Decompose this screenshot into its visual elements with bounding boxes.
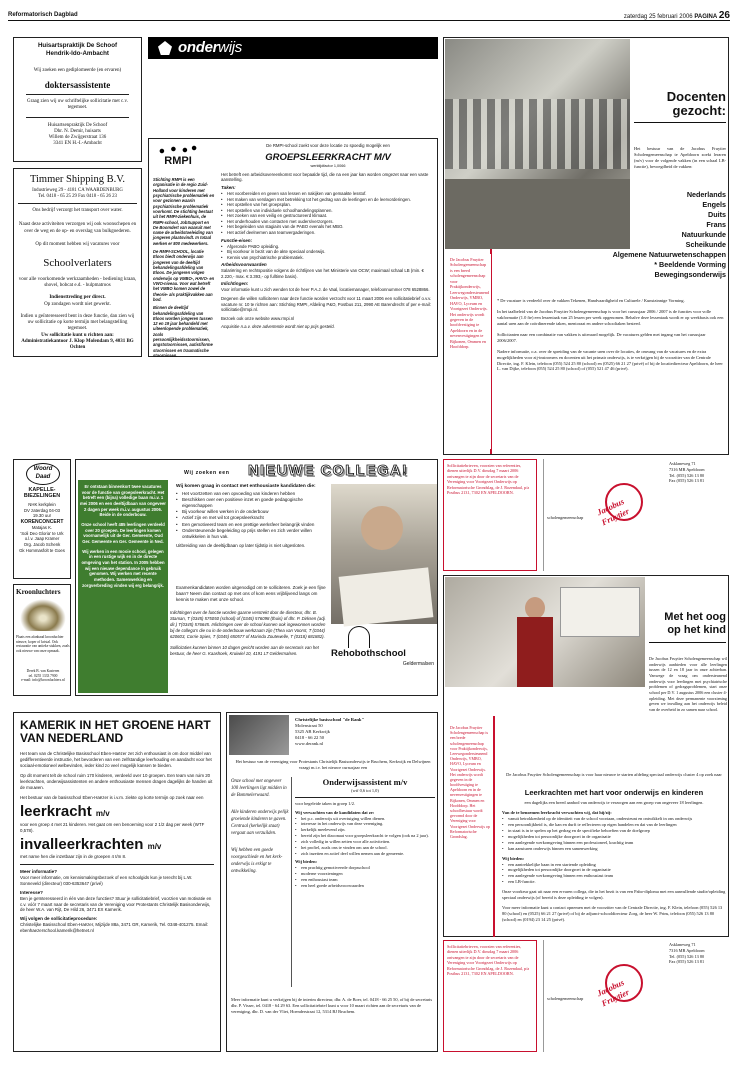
ad-kamerik: KAMERIK IN HET GROENE HART VAN NEDERLAND Het team van de Christelijke Basisschool Eben-Haëzer zet zich enthousiast in om door middel van gedifferentieerde instructie, het bevorderen van een zelfstandige leerhouding en aandacht voor het sociaal-emotioneel welbevinden, ieder kind zo veel mogelijk kansen te bieden. Op dit moment telt de school ruim 170 kinderen, verdeeld over 10 groepen. Een team van ruim 20 leerkrachten, onderwijsassistenten en andere enthousiaste mensen dragen dagelijks de handen uit de mouwen. Het bestuur van de basisschool Eben-Haëzer is i.v.m. ziekte op korte termijn op zoek naar een leerkracht m/v voor een groep 4 met 21 kinderen. Het gaat om een benoeming voor 2 1/2 dag per week (WTF 0,578). invalleerkrachten m/v met name hen die inzetbaar zijn in de groepen 4 t/m 8. Meer informatie? Voor meer informatie, om kennismakingsbezoek of een schoolgids kun je terecht bij L.W. Sonneveld (directeur) 030-6353647 (privé) Interesse? Ben je geïnteresseerd in één van deze functies? Stuur je sollicitatiebrief, voorzien van motivatie en c.v. vóór 7 maart naar de secretaris van de Vereniging voor Protestants Christelijk Basisonderwijs, de heer W.A. van Rijt, De Hild 26, 3471 EX Kamerik. Wij volgen de sollicitatieprocedure: Christelijke Basisschool Eben-Haëzer, Mijzijde 88a, 3471 GR, Kamerik, Tel. 0348-401275. Email: ebenhaezerschool.kamerik@hetnet.nl bbox=[13, 712, 221, 1052]
chandelier-photo bbox=[20, 599, 66, 631]
list-item: • een prachtig gemotiveerde dorpsschool bbox=[295, 865, 435, 871]
task-item: • Het voorbereiden en geven van lessen en nakijken van gemaakte lesstof. bbox=[221, 191, 435, 197]
ad-address-2: Dhr. N. Demir, huisarts bbox=[54, 128, 101, 134]
ad-role: doktersassistente bbox=[44, 79, 111, 90]
concert-location: KAPELLE- BIEZELINGEN bbox=[23, 487, 61, 499]
child-head bbox=[361, 506, 403, 550]
subject-item: Nederlands bbox=[686, 190, 726, 199]
ad-role: GROEPSLEERKRACHT M/V bbox=[265, 151, 391, 163]
ad-phone: Tel. 0418 - 65 25 29 Fax 0418 - 65 26 23 bbox=[38, 194, 117, 200]
contact-address: Asklaneweg 71 7316 MB Apeldoorn Tel. (055) 526 13 80 Fax (055) 526 13 81 bbox=[669, 942, 705, 965]
list-item: • bereid zijn het diaconaat voor groepsleerkracht te volgen (ook na 2 jaar). bbox=[295, 833, 435, 839]
header-rule bbox=[8, 20, 730, 21]
ad-timmer-shipping bbox=[13, 168, 142, 357]
ad-title: Met het oog op het kind bbox=[664, 611, 726, 636]
ad-role: leerkracht m/v bbox=[20, 802, 110, 820]
onderwijs-banner bbox=[148, 37, 438, 59]
expectations-list bbox=[295, 816, 435, 857]
divider bbox=[18, 203, 137, 204]
jacobus-fruytier-logo: Jacobus Fruytier bbox=[603, 960, 649, 1020]
child-with-book-photo bbox=[331, 484, 437, 624]
apply-deadline: Sollicitatiebrieven, voorzien van referenties, dienen uiterlijk D.V. dinsdag 7 maart 2006 ontvangen te zijn door de secretaris van de Vereniging voor Voortgezet Onderwijs op Reformatorische Grondslag, de J. Rozendaal, p/a Postbus 2131, 7302 EN APELDOORN. bbox=[443, 459, 537, 571]
ad-text: Plaats een afanbaad kroonluchter nieuwe, koper of kristal. Ook restauratie van antieke stukken, zoals ook nieuwe van onze opmaak. bbox=[16, 635, 70, 654]
school-address: Christelijke basisschool "de Rank" Molenstraat 50 5325 AB Kerkwijk 0418 - 66 22 50 www.derank.nl bbox=[295, 717, 365, 746]
list-item: • Ondersteunende begeleiding op prijs stellen en zich verder willen ontwikkelen in hun vak. bbox=[176, 528, 331, 540]
ad-jacobus-fruytier-contact-2 bbox=[443, 940, 729, 1052]
rmpi-sidebar: Stichting RMPI is een organisatie in de regio Zuid-Holland voor kinderen met psychiatrische problematiek en voor gezinnen waarin psychiatrische problematiek voorkomt. De stichting bestaat uit het RMPI-ziekenhuis, de RMPI-school, JobSupport en De Boomdert van waaruit met name de arbeidstoeleiding van jongeren plaatsvindt. In totaal werken er 800 medewerkers. De RMPI-SCHOOL, locatie Eloos biedt onderwijs aan jongeren van de deeltijd behandelingsafdeling van Eloos. De jongeren volgen onderwijs op VMBO-, HAVO- en VWO-niveau. Voor wat betreft het VMBO komen zowel de theorie- als praktijkvakken aan bod. Binnen de deeltijd behandelingsafdeling van Eloos worden jongeren tussen 12 en 19 jaar behandeld met uiteenlopende problematiek, zoals persoonlijkheidsstoornissen, angststoornissen, autistiforme stoornissen en traumatische stoornissen. bbox=[153, 177, 215, 358]
school-logo-photo bbox=[229, 715, 289, 755]
subject-item: * Beeldende Vorming bbox=[654, 259, 726, 269]
list-item: • een aanlegende werkomgeving binnen een enthousiast team bbox=[502, 873, 726, 879]
ad-body: Onderwijsassistent m/v (wtf 0,6 tot 1,0) voor begeleide taken in groep 1/2. Wij verwachten van de kandidaten dat ze: • het p.c. onderwijs uit overtuiging willen dienen. • interesse in het onderwijs van deze vereniging. • kerkelijk meelevend zijn. • bereid zijn het diaconaat voor groepsleerkracht te volgen (ook na 2 jaar). • zich volledig in willen zetten voor alle activiteiten. • het profiel, zoals ons te vinden om aan de school. • zich inzetten en actief deel willen nemen aan de gemeente. Wij bieden: • een prachtig gemotiveerde dorpsschool • moderne voorzieningen • een enthousiast team • een heel goede arbeidsvoorwaarden bbox=[295, 777, 435, 888]
header-page-label: PAGINA bbox=[694, 14, 718, 20]
list-item: • zich inzetten en actief deel willen nemen aan de gemeente. bbox=[295, 851, 435, 857]
list-item: • mogelijkheden tot persoonlijke doorgroei in de organisatie bbox=[502, 867, 726, 873]
concert-details: NHK kerkplein DV zaterdag 04-03 19.30 uur KORENCONCERT Matajas K. 'Soli Deo Gloria' te Urk o.l.v. Jaap Kramer Org. Jacob Schenk Gk Hommasfolt te Goes bbox=[19, 502, 65, 553]
ad-footer: Meer informatie kunt u verkrijgen bij de interim directeur, dhr. A. de Boer, tel. 0418 - 66 25 50, of bij de secretaris dhr. P. Visser, tel. 0418 - 64 29 63. Een sollicitatiebrief kunt u voor 10 maart richten aan de secretaris van de vereniging, dhr. D. van der Vliet, Hoenderstraat 12, 5314 BJ Bruchem. bbox=[231, 997, 433, 1014]
ad-kroonluchters bbox=[13, 584, 71, 696]
ad-text: Op dit moment hebben wij vacatures voor bbox=[35, 241, 120, 247]
ad-title: Docenten gezocht: bbox=[666, 89, 726, 119]
ad-address-3: Willem de Zwijgerstraat 136 bbox=[48, 135, 107, 140]
requirement-item: • Afgeronde PABO opleiding. bbox=[221, 244, 435, 250]
ad-intro: Het bestuur van de Jacobus Fruytier Scholengemeenschap te Apeldoorn zoekt leraren (m/v) voor de volgende vakken (in een schaal LB-functie), bevoegdheid de vakken: bbox=[634, 146, 726, 169]
rmpi-main: De RMPI-school zoekt voor deze locatie zo spoedig mogelijk een GROEPSLEERKRACHT M/V werktijdfactor 1,0066 Het betreft een arbeidsovereenkomst voor bepaalde tijd, die na een jaar kan worden omgezet naar een vaste aanstelling. Taken: • Het voorbereiden en geven van lessen en nakijken van gemaakte lesstof. • Het maken van verslagen met betrekking tot het gedrag van de leerlingen en de leervorderingen. • Het opstellen van het groepsplan. • Het opstellen van individuele schoolhandelingsplannen. • Het zoeken van een veilig en gestructureerd klimaat. • Het onderhouden van contacten met ouders/verzorgers. • Het begeleiden van stagiairs van de PABO evenals het MBO. • Het actief deelnemen aan teamvergaderingen. Functie-eisen: • Afgeronde PABO opleiding. • Bij voorkeur in bezit van de akte speciaal onderwijs. • Kennis van psychiatrische problematiek. Arbeidsvoorwaarden Salariëring en rechtspositie volgens de richtlijnen van het Ministerie van OCW; maximaal schaal LB (min. € 2.220,- max. € 3.393,- op fulltime basis). Inlichtingen: Voor informatie kunt u zich wenden tot de heer P.A.J. de Vaal, locatiemanager, telefoonnummer 078 6528866. Degenen die willen solliciteren naar deze functie worden verzocht voor 11 maart 2006 een sollicitatiebrief o.v.v. vacature nr. 10 te richten aan: Stichting RMPI, Afdeling P&O, Postbus 211, 2990 AE Barendrecht of per e-mail: sollicitatie@rmpi.nl. Bezoek ook onze website www.rmpi.nl Acquisitie n.a.v. deze advertentie wordt niet op prijs gesteld. bbox=[221, 143, 435, 355]
ad-requirements: voor alle voorkomende werkzaamheden - bediening kraan, shovel, bobcat e.d. - hulpmatroos bbox=[18, 276, 137, 289]
ad-intro: De Jacobus Fruytier Scholengemeenschap wil onderwijs aanbieden voor alle leerlingen tussen de 12 en 18 jaar in onze achterban. Vanwege de vraag om ondersteunend onderwijs voor leerlingen met psychiatrische problemen of gedragsproblemen, start onze school per D.V. 1 augustus 2006 een cluster 4-opleiding. Met deze permanente voorziening geven we invulling aan het onderwijs beleid van de overheid in zo samen naar school. bbox=[649, 656, 727, 713]
teacher-photo bbox=[445, 577, 645, 687]
ad-intro: Het bestuur van de vereniging voor Protestants Christelijk Basisonderwijs te Bruchem, Kerkwijk en Delwijnen vraagt m.i.v. het nieuwe cursusjaar een bbox=[235, 759, 431, 770]
list-item: • een enthousiast team bbox=[295, 877, 435, 883]
ad-start-2: Op zondagen wordt niet gewerkt. bbox=[44, 301, 111, 307]
ad-apply: Indien u geïnteresseerd bent in deze functie, dan zien wij uw sollicitatie op korte termijn met belangstelling tegemoet. bbox=[20, 313, 135, 332]
ad-apply: Graag zien wij uw schriftelijke sollicitatie met c.v. tegemoet. bbox=[27, 99, 128, 111]
list-item: • Actief zijn en met wil tot groepsleerkracht bbox=[176, 515, 331, 521]
list-item: • het profiel, zoals ons te vinden om aan de school. bbox=[295, 845, 435, 851]
vacancy-body: Wij komen graag in contact met enthousiaste kandidaten die: • Het voortzetten van een opvoeding van kinderen hebben • Beschikken over een positieve inzet en goede pedagogische eigenschappen • Bij voorkeur willen werken in de onderbouw • Actief zijn en met wil tot groepsleerkracht • Een gemotiveerd team en een prettige werksfeer belangrijk vinden • Ondersteunende begeleiding op prijs stellen en zich verder willen ontwikkelen in hun vak. Uitbreiding van de deeltijdbaan op later tijdstip is niet uitgesloten. bbox=[176, 484, 331, 549]
ad-title: Kroonluchters bbox=[16, 588, 61, 596]
vacancy-sidebar: Er ontstaan binnenkort twee vacatures voor de functie van groepsleerkracht. Het betreft een (bijna) volledige baan m.i.v. 1 mei 2006 en een deeltijdbaan van ongeveer 2 dagen per week m.i.v. augustus 2006. Beide in de onderbouw. Onze school heeft 485 leerlingen verdeeld over 20 groepen. De leerlingen komen voornamelijk uit de Ger. Gemeente, Oud Ger. Gemeente en Ger. Gemeente in Ned. Wij werken in een mooie school, gelegen in een rustige wijk en in de directe omgeving van het station. In 2005 hebben wij een nieuwe dependance in gebruik genomen. Wij werken met recente methoden. Samenwerking en zorgverbreding vinden wij erg belangrijk. bbox=[80, 484, 166, 588]
subject-item: Bewegingsonderwijs bbox=[654, 269, 726, 279]
school-description: De Jacobus Fruytier Scholengemeenschap is een brede scholengemeenschap voor Praktijkonderwijs, Leerwegondersteunend Onderwijs, VMBO, HAVO, Lyceum en Voortgezet Onderwijs. Het onderwijs wordt gegeven in de hoofdvestiging te Apeldoorn en in de nevenvestigingen te Bijkonen, Ommen en Hoofddorp. Het schoolbestuur wordt gevormd door de Vereniging voor Voortgezet Onderwijs op Reformatorische Grondslag. bbox=[447, 722, 493, 934]
subject-item: Algemene Natuurwetenschappen bbox=[612, 249, 726, 259]
list-item: • vanuit betrokkenheid op de identiteit van de school voortaan, ondersteunt en ontwikkelt in ons onderwijs bbox=[502, 816, 726, 822]
list-item: • kan aansturen onderwijs binnen een samenwerking bbox=[502, 846, 726, 852]
list-item: • Het voortzetten van een opvoeding van kinderen hebben bbox=[176, 491, 331, 497]
vacancy-info: Inlichtingen over de functie worden gaarne verstrekt door de directeur, dhr. B. Staman, T (0345) 575050 (school) of (0345) 576098 (thuis) of dhr. P. Dirksen (adj. dir.) T(0345) 576645. Inlichtingen over de school kunnen ook ingewonnen worden bij de collega's die nu in de onderbouw werkzaam zijn (Thea van Voorst, T (0344) 620603, Corrie Spies, T (0345) 650577 of Marinda Zoutewelle, T (0318) 681882). Sollicitaties kunnen binnen 10 dagen gericht worden aan de secretaris van het bestuur, de heer G. Kaashoek, Kruiwiel 10, 4191 LT Geldermalsen. bbox=[170, 610, 326, 656]
task-item: • Het maken van verslagen met betrekking tot het gedrag van de leerlingen en de leervorderingen. bbox=[221, 197, 435, 203]
task-item: • Het opstellen van het groepsplan. bbox=[221, 202, 435, 208]
tasks-list bbox=[221, 191, 435, 236]
ad-docenten-gezocht bbox=[443, 37, 729, 455]
ad-address-4: 3341 EN H.-I.-Ambacht bbox=[53, 141, 102, 147]
list-item: • Bij voorkeur willen werken in de onderbouw bbox=[176, 509, 331, 515]
task-item: • Het opstellen van individuele schoolhandelingsplannen. bbox=[221, 208, 435, 214]
rmpi-figures-icon bbox=[155, 145, 201, 155]
task-item: • Het actief deelnemen aan teamvergaderingen. bbox=[221, 230, 435, 236]
divider bbox=[26, 117, 129, 118]
ad-de-rank bbox=[226, 712, 438, 1052]
ad-start: Indiensttreding per direct. bbox=[49, 295, 106, 301]
rmpi-logo: RMPI bbox=[153, 145, 203, 171]
ad-base: De Jacobus Fruytier Scholengemeenschap is voor haar nieuwe te starten afdeling speciaal onderwijs cluster 4 op zoek naar bbox=[506, 772, 722, 777]
ad-apply-address: Uw sollicitatie kunt u richten aan: Administratiekantoor J. Klop Molendam 9, 4031 BG Ochten bbox=[21, 332, 134, 351]
list-item: • Een gemotiveerd team en een prettige werksfeer belangrijk vinden bbox=[176, 522, 331, 528]
contact: Derek B. van Kasteren tel. 0255 1333 7900 e-mail: info@kroonluchters.nl bbox=[21, 669, 65, 683]
ad-role: Schoolverlaters bbox=[43, 257, 112, 270]
subject-item: Duits bbox=[708, 209, 726, 219]
subject-item: Natuurkunde bbox=[681, 229, 726, 239]
ad-role: Leerkrachten met hart voor onderwijs en kinderen bbox=[524, 788, 704, 797]
list-item: • interesse in het onderwijs van deze vereniging. bbox=[295, 821, 435, 827]
ad-woord-en-daad bbox=[13, 459, 71, 579]
task-item: • Het zoeken van een veilig en gestructureerd klimaat. bbox=[221, 213, 435, 219]
school-description: De Jacobus Fruytier Scholengemeenschap is een breed scholengemeenschap voor Praktijkonderwijs, Leerwegondersteunend Onderwijs, VMBO, HAVO, Lyceum en Voortgezet Onderwijs. Het onderwijs wordt gegeven in de hoofdvestiging te Apeldoorn en in de nevenvestigingen te Bijkonen, Ommen en Hoofddorp. bbox=[447, 254, 491, 449]
ad-text: Ons bedrijf verzorgt het transport over water. bbox=[32, 208, 123, 214]
candidate-list bbox=[176, 491, 331, 541]
ad-text: Naast deze activiteiten verzorgen wij ook woonschepen en over de weg en de op- en overslag van bulkgoederen. bbox=[18, 222, 137, 234]
subject-item: Frans bbox=[706, 219, 726, 229]
school-name: Rehobothschool bbox=[331, 648, 406, 659]
requirements-list bbox=[221, 244, 435, 261]
school-emblem-icon bbox=[348, 626, 370, 648]
list-item: • een aantrekkelijke baan in een startende opleiding bbox=[502, 862, 726, 868]
logo-caption: scholengemeenschap bbox=[547, 996, 584, 1001]
list-item: • een LB-functie. bbox=[502, 879, 726, 885]
vacancy-contact: Examenkandidaten worden uitgenodigd om te solliciteren. Zoek je een fijne baan? Neem dan contact op met ons of kom eens vrijblijvend langs om kennis te maken met onze school. bbox=[176, 585, 326, 603]
list-item: • een persoonlijkheid is, die kan en durft te reflecteren op eigen handelen en dat van de leerlingen bbox=[502, 822, 726, 828]
woord-daad-logo: Woord Daad bbox=[26, 463, 60, 485]
list-item: • mogelijkheden tot persoonlijke doorgroei in de organisatie bbox=[502, 834, 726, 840]
requirement-item: • Kennis van psychiatrische problematiek. bbox=[221, 255, 435, 261]
list-item: • moderne voorzieningen bbox=[295, 871, 435, 877]
ad-jacobus-fruytier-contact bbox=[443, 459, 729, 571]
ad-title: KAMERIK IN HET GROENE HART VAN NEDERLAND bbox=[20, 718, 211, 746]
contact-address: Asklaneweg 71 7316 MB Apeldoorn Tel. (055) 526 13 80 Fax (055) 526 13 81 bbox=[669, 461, 705, 484]
ad-de-schoof bbox=[13, 37, 142, 162]
ad-address: Industrieweg 29 - 4181 CA WAARDENBURG bbox=[32, 188, 123, 194]
ad-title: NIEUWE COLLEGA! bbox=[248, 463, 409, 479]
ad-rehobothschool bbox=[75, 459, 438, 696]
ad-title: Timmer Shipping B.V. bbox=[29, 174, 126, 185]
list-item: • kerkelijk meelevend zijn. bbox=[295, 827, 435, 833]
jacobus-fruytier-logo: Jacobus Fruytier bbox=[603, 479, 649, 539]
ad-rmpi bbox=[148, 138, 438, 357]
subject-item: Engels bbox=[702, 199, 726, 209]
list-item: • Beschikken over een positieve inzet en goede pedagogische eigenschappen bbox=[176, 497, 331, 509]
list-item: • een aanlegende werkomgeving binnen een professioneel, krachtig team bbox=[502, 840, 726, 846]
ad-role-2: invalleerkrachten m/v bbox=[20, 835, 162, 853]
ad-subtitle: Hendrik-Ido-Ambacht bbox=[46, 49, 109, 57]
task-item: • Het onderhouden van contacten met ouders/verzorgers. bbox=[221, 219, 435, 225]
ad-sub: een dagelijks een breed aanbod van onderwijs te verzorgen aan een groep van ongeveer 18 leerlingen. bbox=[524, 800, 704, 805]
expectations-list bbox=[502, 816, 726, 852]
ad-body: * De vacature is verdeeld over de vakken Tekenen, Handvaardigheid en Culturele / Kunstzinnige Vorming. In het taalbeleid van de Jacobus Fruytier Scholengemeenschap is voor het cursusjaar 2006 / 2007 is de functies voor volle vakformatie (1.0 fte) een lessentaak van 25 lessen per week opgenomen. Behalve deze lessentaak wordt er op weekbasis ook een aantal uren aan de coördinerende taken, mentoraat en andere schooltaken besteed. Sollicitanten naar een combinatie van vakken is uiteraard mogelijk. De vacatures gelden met ingang van het cursusjaar 2006/2007. Nadere informatie, o.a. over de spreiding van de vacante uren over de locaties, de omvang van de vacatures en de extra mogelijkheden voor zij-instromers en docenten uit het primair onderwijs, is te verkrijgen bij de voorzitter van de Centrale Directie, ing. F. Klein, telefoon (055) 524 25 80 (school) en (0525) 66 21 27 (privé) of bij de locatiedirecteur Apeldoorn, de heer L. van Dijke, telefoon (055) 524 25 80 (school) of (055) 521 47 46 (privé). bbox=[497, 298, 724, 372]
requirement-item: • Bij voorkeur in bezit van de akte speciaal onderwijs. bbox=[221, 249, 435, 255]
newspaper-name: Reformatorisch Dagblad bbox=[8, 12, 78, 18]
divider bbox=[26, 94, 129, 95]
offer-list bbox=[502, 862, 726, 886]
offer-list bbox=[295, 865, 435, 888]
task-item: • Het begeleiden van stagiairs van de PABO evenals het MBO. bbox=[221, 224, 435, 230]
page-number: 26 bbox=[718, 10, 730, 21]
ad-body: Van de te benoemen leerkracht verwachten wij, dat hij/zij: • vanuit betrokkenheid op de identiteit van de school voortaan, ondersteunt en ontwikkelt in ons onderwijs • een persoonlijkheid is, die kan en durft te reflecteren op eigen handelen en dat van de leerlingen • in staat is in te spelen op het gedrag en de specifieke behoeften van de doelgroep • mogelijkheden tot persoonlijke doorgroei in de organisatie • een aanlegende werkomgeving binnen een professioneel, krachtig team • kan aansturen onderwijs binnen een samenwerking Wij bieden: • een aantrekkelijke baan in een startende opleiding • mogelijkheden tot persoonlijke doorgroei in de organisatie • een aanlegende werkomgeving binnen een enthousiast team • een LB-functie. Onze voorkeur gaat uit naar een ervaren collega, die in het bezit is van een Pabo-diploma met een aanvullende studie/opleiding speciaal onderwijs (of bereid is deze opleiding te volgen). Voor meer informatie kunt u contact opnemen met de voorzitter van de Centrale Directie, ing. F. Klein, telefoon (055) 526 13 80 (school) en (0525) 66 21 27 (privé) of bij de adjunct-schooldirecteur Zorg, de heer W. Prins, telefoon (055) 526 13 80 (school) en (0194) 23 14 25 (privé). bbox=[502, 810, 726, 923]
book bbox=[339, 567, 434, 626]
section-label: onderwijs bbox=[178, 39, 242, 56]
list-item: • zich volledig in willen zetten voor alle activiteiten. bbox=[295, 839, 435, 845]
school-city: Geldermalsen bbox=[402, 661, 434, 667]
ad-title: Huisartspraktijk De Schoof bbox=[37, 42, 118, 49]
ad-intro: Wij zoeken een gediplomeerde (en ervaren) bbox=[33, 67, 122, 73]
apply-deadline: Sollicitatiebrieven, voorzien van referenties, dienen uiterlijk D.V. dinsdag 7 maart 2006 ontvangen te zijn door de secretaris van de Vereniging voor Voortgezet Onderwijs op Reformatorische Grondslag, de J. Rozendaal, p/a Postbus 2131, 7302 EN APELDOORN. bbox=[443, 940, 537, 1052]
list-item: • in staat is in te spelen op het gedrag en de specifieke behoeften van de doelgroep bbox=[502, 828, 726, 834]
ad-pretitle: Wij zoeken een bbox=[184, 470, 230, 476]
ad-address-1: Huisartsenpraktijk De Schoof bbox=[47, 122, 108, 128]
mortarboard-icon bbox=[158, 41, 172, 55]
list-item: • het p.c. onderwijs uit overtuiging willen dienen. bbox=[295, 816, 435, 822]
header-date: zaterdag 25 februari 2006 bbox=[623, 14, 693, 20]
list-item: • een heel goede arbeidsvoorwaarden bbox=[295, 883, 435, 889]
ad-met-het-oog bbox=[443, 575, 729, 937]
subject-item: Scheikunde bbox=[685, 239, 726, 249]
school-sidebar: Onze school met ongeveer 100 leerlingen ligt midden in de Bommelerwaard. Alle kinderen onderwijs pelijk groeiende kinderen te gaven. Centraal (kerkelijk staat) vergaat aan verzuilden. Wij hebben een goede voorgeschiede en het kerk-onderwijs is erkigt te ontwikkeling. bbox=[231, 779, 289, 874]
logo-caption: scholengemeenschap bbox=[547, 515, 584, 520]
subjects-list bbox=[574, 190, 726, 279]
